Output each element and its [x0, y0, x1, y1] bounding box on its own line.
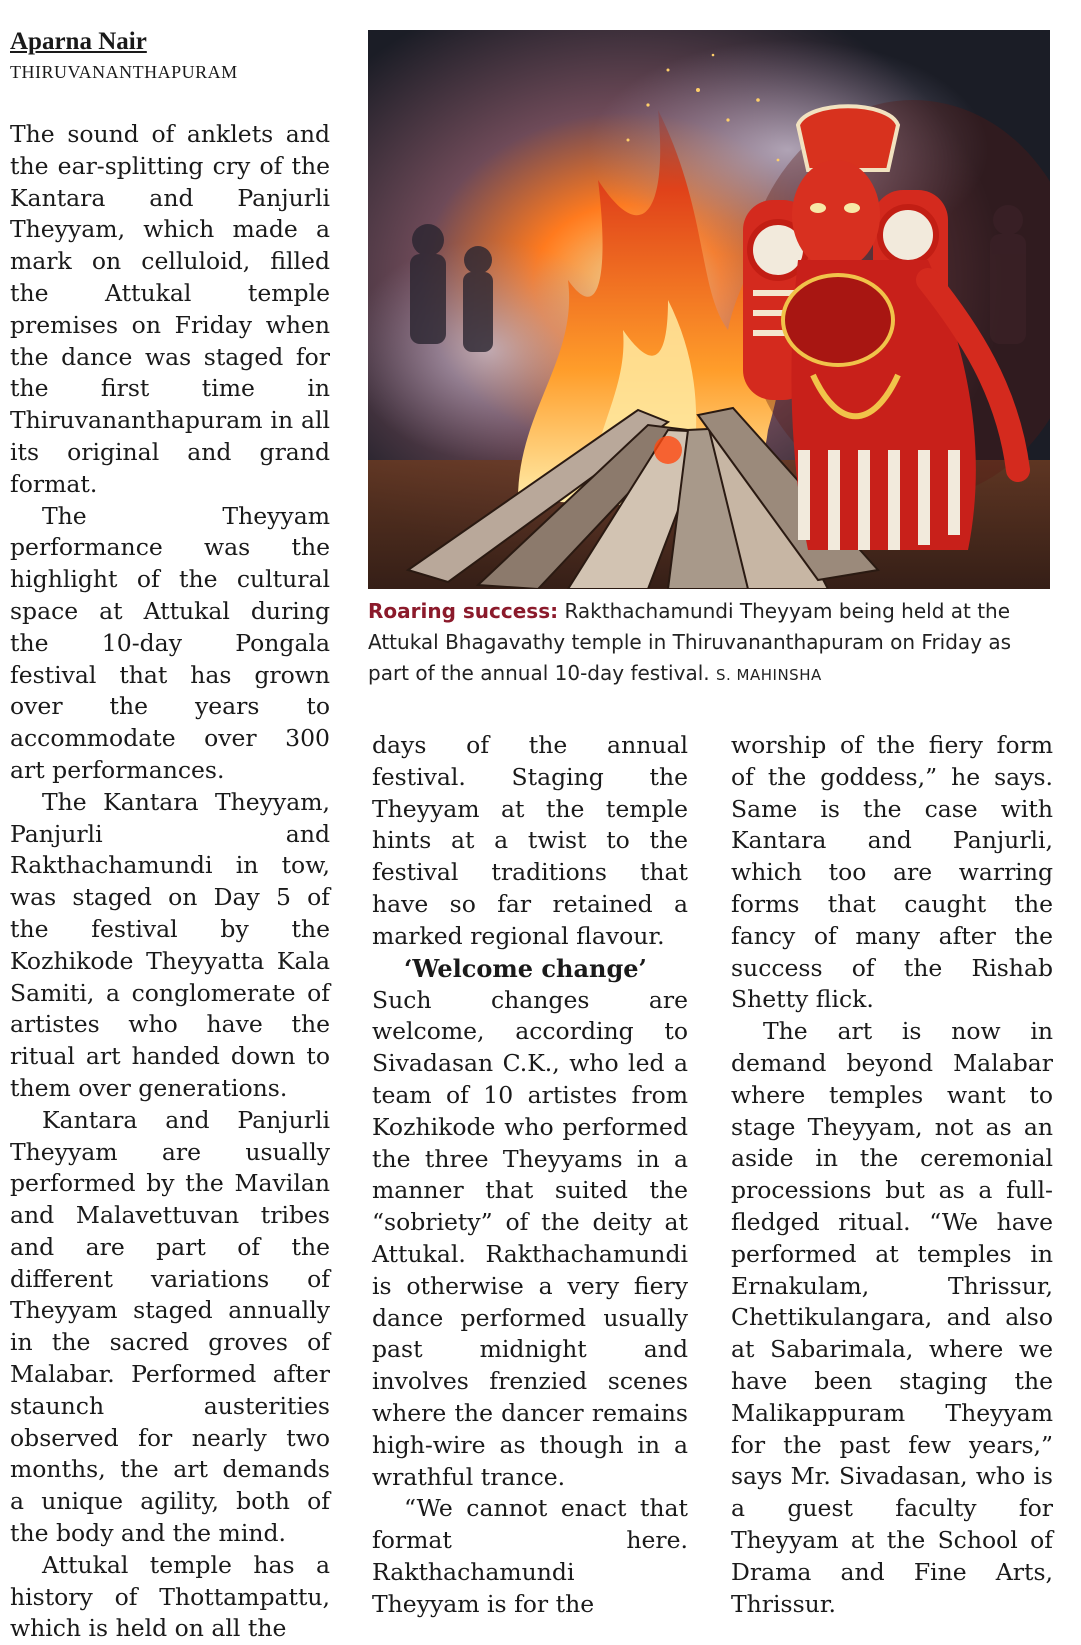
paragraph-1: The sound of anklets and the ear-splitting cry of the Kantara and Panjurli Theyyam, which made a mark on celluloid, filled the Attukal temple premises on Friday when the dance was staged for the first time in Thiruvananthapuram in all its original and grand format.	[10, 120, 330, 498]
article-column-3	[731, 730, 1053, 1620]
paragraph-4: Kantara and Panjurli Theyyam are usually performed by the Mavilan and Malavettuvan tribes and are part of the different variations of Theyyam staged annually in the sacred groves of Malabar. Performed after staunch austerities observed for nearly two months, the art demands a unique agility, both of the body and the mind.	[10, 1105, 330, 1548]
article-column-1	[10, 119, 330, 1645]
byline	[10, 27, 350, 85]
photo-caption	[368, 596, 1048, 691]
photo-credit: S. MAHINSHA	[715, 666, 822, 684]
paragraph-7-continued: worship of the fiery form of the goddess,” he says. Same is the case with Kantara and Panjurli, which too are warring forms that caught the fancy of many after the success of the Rishab Shetty flick.	[731, 731, 1053, 1014]
paragraph-3: The Kantara Theyyam, Panjurli and Rakthachamundi in tow, was staged on Day 5 of the festival by the Kozhikode Theyyatta Kala Samiti, a conglomerate of artistes who have the ritual art handed down to them over generations.	[10, 787, 330, 1102]
caption-text: Rakthachamundi Theyyam being held at the Attukal Bhagavathy temple in Thiruvananthapuram on Friday as part of the annual 10-day festival.	[368, 599, 1012, 685]
paragraph-8: The art is now in demand beyond Malabar where temples want to stage Theyyam, not as an aside in the ceremonial processions but as a full-fledged ritual. “We have performed at temples in Ernakulam, Thrissur, Chettikulangara, and also at Sabarimala, where we have been staging the Malikappuram Theyyam for the past few years,” says Mr. Sivadasan, who is a guest faculty for Theyyam at the School of Drama and Fine Arts, Thrissur.	[731, 1017, 1053, 1618]
paragraph-2: The Theyyam performance was the highlight of the cultural space at Attukal during the 10-day Pongala festival that has grown over the years to accommodate over 300 art performances.	[10, 501, 330, 784]
paragraph-5: Attukal temple has a history of Thottampattu, which is held on all the	[10, 1550, 330, 1643]
dateline: THIRUVANANTHAPURAM	[10, 62, 238, 82]
article-photo	[368, 30, 1050, 589]
theyyam-bonfire-image	[368, 30, 1050, 589]
subheading: ‘Welcome change’	[404, 953, 647, 983]
author-name: Aparna Nair	[10, 28, 147, 55]
paragraph-6: Such changes are welcome, according to Sivadasan C.K., who led a team of 10 artistes from Kozhikode who performed the three Theyyams in a manner that suited the “sobriety” of the deity at Attukal. Rakthachamundi is otherwise a very fiery dance performed usually past midnight and involves frenzied scenes where the dancer remains high-wire as though in a wrathful trance.	[372, 985, 688, 1491]
caption-lead: Roaring success:	[368, 599, 559, 623]
paragraph-5-continued: days of the annual festival. Staging the Theyyam at the temple hints at a twist to the festival traditions that have so far retained a marked regional flavour.	[372, 731, 688, 950]
paragraph-7: “We cannot enact that format here. Rakthachamundi Theyyam is for the	[372, 1494, 688, 1618]
article-column-2	[372, 730, 688, 1621]
